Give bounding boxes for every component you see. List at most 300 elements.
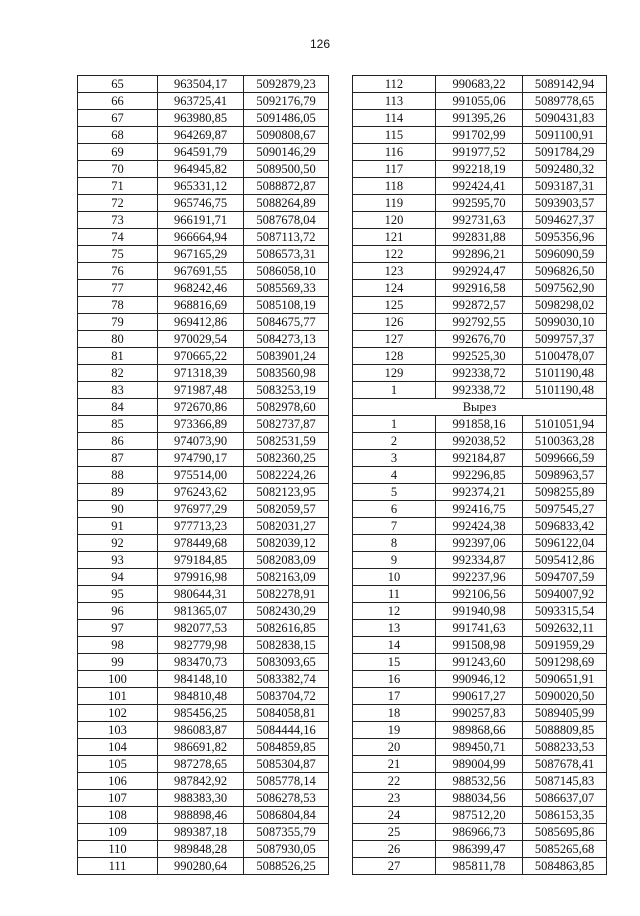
point-number-cell: 87 [78,450,158,467]
point-number-cell: 80 [78,331,158,348]
table-row [78,671,329,688]
x-coordinate-cell: 975514,00 [158,467,244,484]
x-coordinate-cell: 991702,99 [436,127,523,144]
y-coordinate-cell: 5083253,19 [244,382,329,399]
table-row [78,552,329,569]
table-row [353,212,607,229]
table-row [353,807,607,824]
x-coordinate-cell: 991055,06 [436,93,523,110]
x-coordinate-cell: 992731,63 [436,212,523,229]
table-row [353,314,607,331]
point-number-cell: 1 [353,416,436,433]
y-coordinate-cell: 5090651,91 [523,671,607,688]
x-coordinate-cell: 987278,65 [158,756,244,773]
table-row [78,433,329,450]
table-row [78,620,329,637]
x-coordinate-cell: 991395,26 [436,110,523,127]
point-number-cell: 101 [78,688,158,705]
x-coordinate-cell: 970029,54 [158,331,244,348]
point-number-cell: 68 [78,127,158,144]
point-number-cell: 7 [353,518,436,535]
table-row [353,756,607,773]
x-coordinate-cell: 989004,99 [436,756,523,773]
y-coordinate-cell: 5096833,42 [523,518,607,535]
point-number-cell: 1 [353,382,436,399]
y-coordinate-cell: 5084675,77 [244,314,329,331]
point-number-cell: 117 [353,161,436,178]
point-number-cell: 121 [353,229,436,246]
y-coordinate-cell: 5086058,10 [244,263,329,280]
x-coordinate-cell: 992338,72 [436,382,523,399]
y-coordinate-cell: 5087930,05 [244,841,329,858]
y-coordinate-cell: 5087113,72 [244,229,329,246]
y-coordinate-cell: 5082531,59 [244,433,329,450]
x-coordinate-cell: 965746,75 [158,195,244,212]
y-coordinate-cell: 5084859,85 [244,739,329,756]
point-number-cell: 15 [353,654,436,671]
table-row [78,314,329,331]
y-coordinate-cell: 5091298,69 [523,654,607,671]
point-number-cell: 70 [78,161,158,178]
x-coordinate-cell: 973366,89 [158,416,244,433]
table-row [78,739,329,756]
x-coordinate-cell: 992338,72 [436,365,523,382]
y-coordinate-cell: 5101190,48 [523,365,607,382]
x-coordinate-cell: 992184,87 [436,450,523,467]
table-row [78,416,329,433]
y-coordinate-cell: 5082031,27 [244,518,329,535]
x-coordinate-cell: 989868,66 [436,722,523,739]
x-coordinate-cell: 971318,39 [158,365,244,382]
table-row [78,263,329,280]
y-coordinate-cell: 5101051,94 [523,416,607,433]
y-coordinate-cell: 5089405,99 [523,705,607,722]
table-row [353,297,607,314]
point-number-cell: 22 [353,773,436,790]
y-coordinate-cell: 5084444,16 [244,722,329,739]
table-row [353,603,607,620]
y-coordinate-cell: 5082838,15 [244,637,329,654]
x-coordinate-cell: 986691,82 [158,739,244,756]
table-row [78,331,329,348]
point-number-cell: 120 [353,212,436,229]
y-coordinate-cell: 5094707,59 [523,569,607,586]
point-number-cell: 66 [78,93,158,110]
table-row [353,790,607,807]
x-coordinate-cell: 984148,10 [158,671,244,688]
x-coordinate-cell: 989848,28 [158,841,244,858]
x-coordinate-cell: 964945,82 [158,161,244,178]
y-coordinate-cell: 5086637,07 [523,790,607,807]
y-coordinate-cell: 5092480,32 [523,161,607,178]
page-number: 126 [309,37,331,51]
point-number-cell: 114 [353,110,436,127]
x-coordinate-cell: 971987,48 [158,382,244,399]
y-coordinate-cell: 5087678,41 [523,756,607,773]
point-number-cell: 105 [78,756,158,773]
y-coordinate-cell: 5090020,50 [523,688,607,705]
y-coordinate-cell: 5088526,25 [244,858,329,875]
x-coordinate-cell: 992237,96 [436,569,523,586]
table-row [78,688,329,705]
x-coordinate-cell: 992397,06 [436,535,523,552]
table-row [78,93,329,110]
table-row [78,705,329,722]
point-number-cell: 112 [353,76,436,93]
point-number-cell: 127 [353,331,436,348]
x-coordinate-cell: 982779,98 [158,637,244,654]
point-number-cell: 115 [353,127,436,144]
y-coordinate-cell: 5082039,12 [244,535,329,552]
point-number-cell: 8 [353,535,436,552]
table-row [353,841,607,858]
y-coordinate-cell: 5095412,86 [523,552,607,569]
y-coordinate-cell: 5090431,83 [523,110,607,127]
point-number-cell: 10 [353,569,436,586]
point-number-cell: 76 [78,263,158,280]
x-coordinate-cell: 986083,87 [158,722,244,739]
y-coordinate-cell: 5101190,48 [523,382,607,399]
table-row [78,501,329,518]
x-coordinate-cell: 985811,78 [436,858,523,875]
table-row [353,535,607,552]
table-row [353,620,607,637]
point-number-cell: 6 [353,501,436,518]
x-coordinate-cell: 992831,88 [436,229,523,246]
x-coordinate-cell: 991858,16 [436,416,523,433]
table-row [78,722,329,739]
table-row [78,399,329,416]
x-coordinate-cell: 992416,75 [436,501,523,518]
y-coordinate-cell: 5098255,89 [523,484,607,501]
y-coordinate-cell: 5082430,29 [244,603,329,620]
point-number-cell: 73 [78,212,158,229]
y-coordinate-cell: 5090808,67 [244,127,329,144]
x-coordinate-cell: 987842,92 [158,773,244,790]
table-row [353,178,607,195]
y-coordinate-cell: 5085569,33 [244,280,329,297]
y-coordinate-cell: 5098298,02 [523,297,607,314]
y-coordinate-cell: 5082163,09 [244,569,329,586]
table-row [353,518,607,535]
point-number-cell: 95 [78,586,158,603]
y-coordinate-cell: 5091486,05 [244,110,329,127]
x-coordinate-cell: 989450,71 [436,739,523,756]
x-coordinate-cell: 991741,63 [436,620,523,637]
point-number-cell: 79 [78,314,158,331]
section-heading-cutout: Вырез [353,399,607,416]
point-number-cell: 69 [78,144,158,161]
table-row [353,450,607,467]
y-coordinate-cell: 5093187,31 [523,178,607,195]
table-row [353,144,607,161]
y-coordinate-cell: 5100478,07 [523,348,607,365]
table-row [353,76,607,93]
y-coordinate-cell: 5097562,90 [523,280,607,297]
x-coordinate-cell: 986966,73 [436,824,523,841]
table-row [78,654,329,671]
point-number-cell: 71 [78,178,158,195]
x-coordinate-cell: 966664,94 [158,229,244,246]
y-coordinate-cell: 5093903,57 [523,195,607,212]
x-coordinate-cell: 966191,71 [158,212,244,229]
x-coordinate-cell: 964591,79 [158,144,244,161]
point-number-cell: 78 [78,297,158,314]
table-row [353,705,607,722]
point-number-cell: 97 [78,620,158,637]
table-row [78,178,329,195]
x-coordinate-cell: 991977,52 [436,144,523,161]
point-number-cell: 128 [353,348,436,365]
y-coordinate-cell: 5083560,98 [244,365,329,382]
x-coordinate-cell: 964269,87 [158,127,244,144]
y-coordinate-cell: 5092176,79 [244,93,329,110]
table-row [78,161,329,178]
x-coordinate-cell: 992676,70 [436,331,523,348]
section-heading-row [353,399,607,416]
table-row [353,348,607,365]
table-row [353,654,607,671]
point-number-cell: 109 [78,824,158,841]
y-coordinate-cell: 5082737,87 [244,416,329,433]
table-row [78,348,329,365]
y-coordinate-cell: 5087145,83 [523,773,607,790]
table-row [353,331,607,348]
table-row [353,416,607,433]
point-number-cell: 21 [353,756,436,773]
y-coordinate-cell: 5091784,29 [523,144,607,161]
point-number-cell: 92 [78,535,158,552]
y-coordinate-cell: 5092879,23 [244,76,329,93]
y-coordinate-cell: 5088264,89 [244,195,329,212]
table-row [353,280,607,297]
point-number-cell: 119 [353,195,436,212]
table-row [78,586,329,603]
point-number-cell: 14 [353,637,436,654]
table-row [353,263,607,280]
x-coordinate-cell: 976977,29 [158,501,244,518]
table-row [78,246,329,263]
point-number-cell: 25 [353,824,436,841]
y-coordinate-cell: 5091100,91 [523,127,607,144]
point-number-cell: 82 [78,365,158,382]
point-number-cell: 90 [78,501,158,518]
point-number-cell: 86 [78,433,158,450]
y-coordinate-cell: 5082278,91 [244,586,329,603]
y-coordinate-cell: 5082123,95 [244,484,329,501]
table-row [353,127,607,144]
x-coordinate-cell: 982077,53 [158,620,244,637]
x-coordinate-cell: 988532,56 [436,773,523,790]
table-row [78,127,329,144]
point-number-cell: 129 [353,365,436,382]
point-number-cell: 83 [78,382,158,399]
point-number-cell: 12 [353,603,436,620]
table-row [78,450,329,467]
point-number-cell: 123 [353,263,436,280]
point-number-cell: 77 [78,280,158,297]
x-coordinate-cell: 990683,22 [436,76,523,93]
point-number-cell: 2 [353,433,436,450]
x-coordinate-cell: 979184,85 [158,552,244,569]
point-number-cell: 124 [353,280,436,297]
point-number-cell: 126 [353,314,436,331]
x-coordinate-cell: 990617,27 [436,688,523,705]
y-coordinate-cell: 5084863,85 [523,858,607,875]
table-row [353,824,607,841]
point-number-cell: 111 [78,858,158,875]
y-coordinate-cell: 5087678,04 [244,212,329,229]
x-coordinate-cell: 977713,23 [158,518,244,535]
y-coordinate-cell: 5087355,79 [244,824,329,841]
y-coordinate-cell: 5092632,11 [523,620,607,637]
point-number-cell: 88 [78,467,158,484]
x-coordinate-cell: 992106,56 [436,586,523,603]
table-row [78,144,329,161]
point-number-cell: 96 [78,603,158,620]
y-coordinate-cell: 5086153,35 [523,807,607,824]
point-number-cell: 4 [353,467,436,484]
x-coordinate-cell: 992924,47 [436,263,523,280]
y-coordinate-cell: 5095356,96 [523,229,607,246]
x-coordinate-cell: 963725,41 [158,93,244,110]
y-coordinate-cell: 5082616,85 [244,620,329,637]
x-coordinate-cell: 992896,21 [436,246,523,263]
table-row [78,484,329,501]
y-coordinate-cell: 5096090,59 [523,246,607,263]
table-row [78,229,329,246]
table-row [353,552,607,569]
x-coordinate-cell: 965331,12 [158,178,244,195]
point-number-cell: 113 [353,93,436,110]
y-coordinate-cell: 5089778,65 [523,93,607,110]
point-number-cell: 23 [353,790,436,807]
x-coordinate-cell: 968816,69 [158,297,244,314]
point-number-cell: 91 [78,518,158,535]
x-coordinate-cell: 986399,47 [436,841,523,858]
x-coordinate-cell: 992424,41 [436,178,523,195]
table-row [78,110,329,127]
x-coordinate-cell: 981365,07 [158,603,244,620]
x-coordinate-cell: 963504,17 [158,76,244,93]
point-number-cell: 9 [353,552,436,569]
table-row [353,161,607,178]
x-coordinate-cell: 992872,57 [436,297,523,314]
table-row [78,841,329,858]
x-coordinate-cell: 974790,17 [158,450,244,467]
table-row [78,297,329,314]
point-number-cell: 103 [78,722,158,739]
table-row [353,858,607,875]
y-coordinate-cell: 5094627,37 [523,212,607,229]
point-number-cell: 26 [353,841,436,858]
y-coordinate-cell: 5096122,04 [523,535,607,552]
y-coordinate-cell: 5086278,53 [244,790,329,807]
coordinates-table-left [77,75,329,875]
x-coordinate-cell: 980644,31 [158,586,244,603]
x-coordinate-cell: 991508,98 [436,637,523,654]
table-row [353,195,607,212]
x-coordinate-cell: 989387,18 [158,824,244,841]
y-coordinate-cell: 5085265,68 [523,841,607,858]
point-number-cell: 16 [353,671,436,688]
point-number-cell: 116 [353,144,436,161]
x-coordinate-cell: 992792,55 [436,314,523,331]
x-coordinate-cell: 988034,56 [436,790,523,807]
table-row [78,773,329,790]
point-number-cell: 85 [78,416,158,433]
x-coordinate-cell: 974073,90 [158,433,244,450]
x-coordinate-cell: 987512,20 [436,807,523,824]
y-coordinate-cell: 5089500,50 [244,161,329,178]
point-number-cell: 110 [78,841,158,858]
table-row [353,501,607,518]
point-number-cell: 20 [353,739,436,756]
x-coordinate-cell: 992374,21 [436,484,523,501]
table-row [353,586,607,603]
point-number-cell: 11 [353,586,436,603]
table-row [78,824,329,841]
x-coordinate-cell: 963980,85 [158,110,244,127]
y-coordinate-cell: 5086804,84 [244,807,329,824]
point-number-cell: 118 [353,178,436,195]
point-number-cell: 65 [78,76,158,93]
y-coordinate-cell: 5091959,29 [523,637,607,654]
x-coordinate-cell: 988383,30 [158,790,244,807]
x-coordinate-cell: 990946,12 [436,671,523,688]
point-number-cell: 81 [78,348,158,365]
y-coordinate-cell: 5085695,86 [523,824,607,841]
point-number-cell: 84 [78,399,158,416]
x-coordinate-cell: 978449,68 [158,535,244,552]
table-row [78,637,329,654]
point-number-cell: 93 [78,552,158,569]
x-coordinate-cell: 992424,38 [436,518,523,535]
y-coordinate-cell: 5082978,60 [244,399,329,416]
y-coordinate-cell: 5099757,37 [523,331,607,348]
y-coordinate-cell: 5082224,26 [244,467,329,484]
table-row [353,110,607,127]
point-number-cell: 13 [353,620,436,637]
table-row [353,467,607,484]
point-number-cell: 106 [78,773,158,790]
table-row [78,212,329,229]
table-row [78,365,329,382]
table-row [78,790,329,807]
y-coordinate-cell: 5084273,13 [244,331,329,348]
y-coordinate-cell: 5099666,59 [523,450,607,467]
x-coordinate-cell: 976243,62 [158,484,244,501]
x-coordinate-cell: 992525,30 [436,348,523,365]
point-number-cell: 122 [353,246,436,263]
point-number-cell: 75 [78,246,158,263]
table-row [78,858,329,875]
point-number-cell: 5 [353,484,436,501]
x-coordinate-cell: 992038,52 [436,433,523,450]
y-coordinate-cell: 5088809,85 [523,722,607,739]
y-coordinate-cell: 5100363,28 [523,433,607,450]
table-row [78,382,329,399]
table-row [353,93,607,110]
y-coordinate-cell: 5096826,50 [523,263,607,280]
x-coordinate-cell: 992595,70 [436,195,523,212]
table-row [78,467,329,484]
x-coordinate-cell: 967691,55 [158,263,244,280]
x-coordinate-cell: 992296,85 [436,467,523,484]
table-row [353,484,607,501]
table-row [78,76,329,93]
y-coordinate-cell: 5090146,29 [244,144,329,161]
